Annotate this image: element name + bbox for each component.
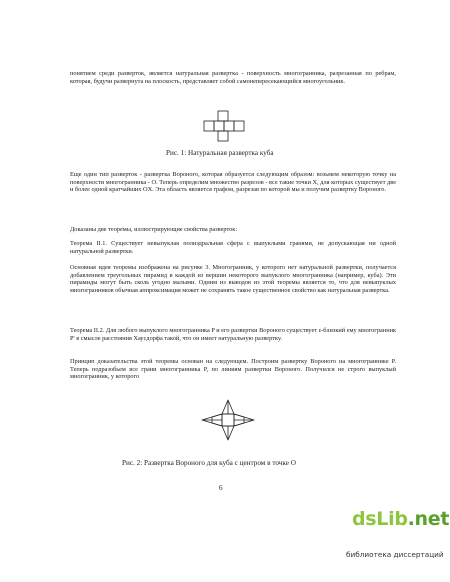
- paragraph-voronoi-definition: Еще один тип разверток - развертка Вороного, которая образуется следующим образом: возьмем некоторую точку на поверхности многогранника - O. Теперь определим множество разрезов - все такие точки X, для которых существует две и более одной кратчайших OX. Эта область является графом, разрезав по которой мы и получим развертку Вороного.: [70, 171, 396, 194]
- dslib-subtitle: библиотека диссертаций: [346, 550, 444, 559]
- figure-2-caption: Рис. 2: Развертка Вороного для куба с центром в точке O: [122, 459, 296, 467]
- figure-1-caption: Рис. 1: Натуральная развертка куба: [166, 149, 274, 157]
- paragraph-theorem-2: Теорема II.2. Для любого выпуклого многогранника P и его развертки Вороного существует ε-близкий ему многогранник P' в смысле расстояния Хаусдорфа такой, что он имеет натуральную развертку.: [70, 327, 397, 342]
- paragraph-theorem-1-idea: Основная идея теоремы изображена на рисунке 3. Многогранник, у которого нет натуральной развертки, получается добавлением треугольных пирамид в каждой из вершин некоторого выпуклого многогранника (например, куба). Эти пирамиды могут быть сколь угодно малыми. Одним из выводов из этой теоремы является то, что для невыпуклых многогранников обычная аппроксимация может не сохранять такое существенное свойство как натуральная развертка.: [70, 264, 396, 294]
- paragraph-theorems-intro: Доказаны две теоремы, иллюстрирующие свойства разверток:: [70, 226, 238, 233]
- dslib-watermark: [338, 506, 450, 582]
- paragraph-intro: понятием среди разверток, является натуральная развертка - поверхность многогранника, разрезанная по ребрам, которая, будучи развернута на плоскость, представляет собой самонепересекающийся многоугольник.: [70, 70, 396, 85]
- paragraph-proof-principle: Принцип доказательства этой теоремы основан на следующем. Построим развертку Вороного на многограннике P. Теперь подразобьем все грани многогранника P, по линиям развертки Вороного. Получился не строго выпуклый многогранник, у которого: [70, 358, 396, 381]
- figure-2-voronoi-net: [196, 396, 260, 444]
- paragraph-theorem-1: Теорема II.1. Существует невыпуклая полиэдральная сфера с выпуклыми гранями, не допускающая ни одной натуральной развертки.: [70, 240, 396, 255]
- page-number: 6: [219, 484, 223, 492]
- dslib-logo: dsLib.net: [352, 508, 450, 530]
- figure-1-natural-net: [200, 109, 256, 145]
